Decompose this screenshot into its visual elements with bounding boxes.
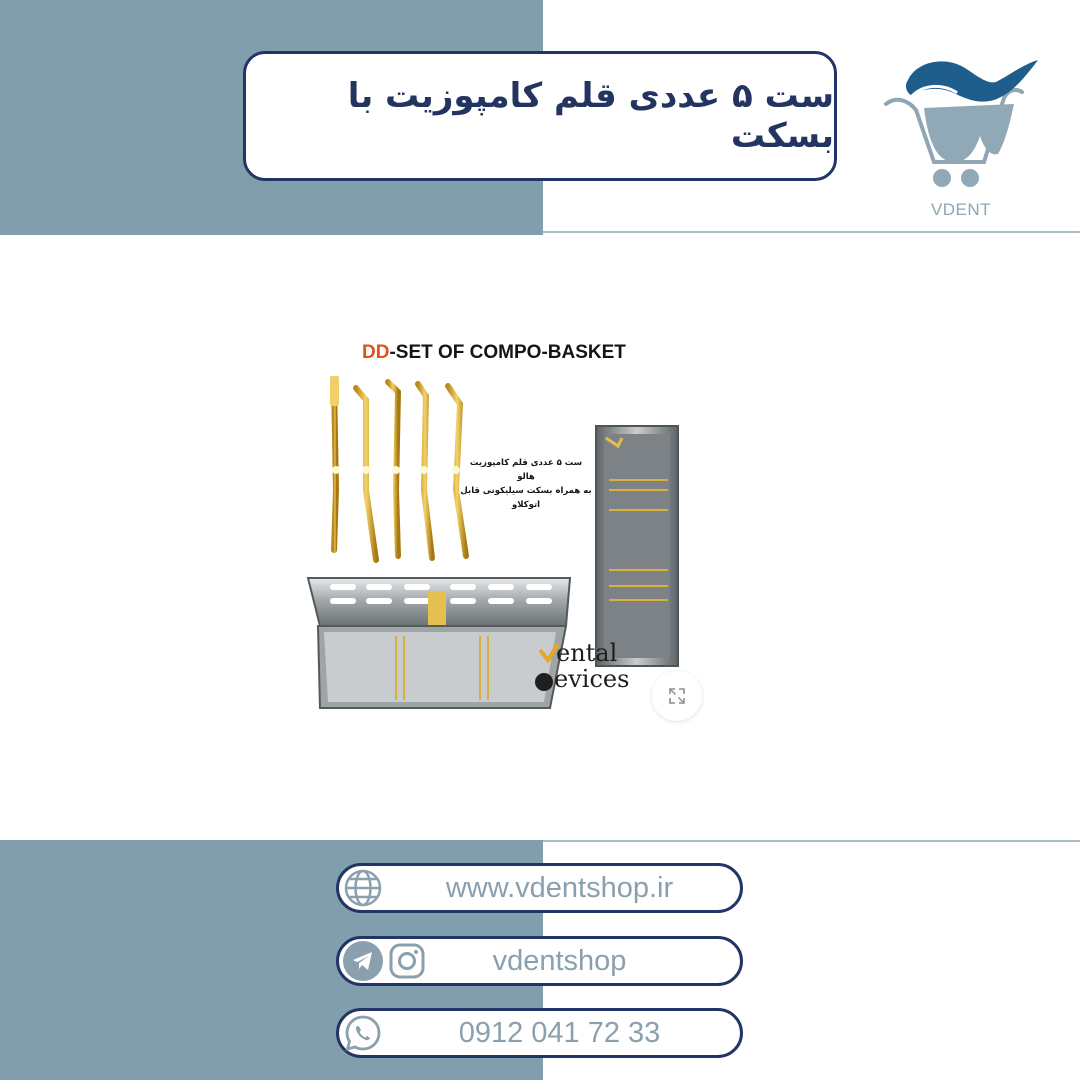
phone-text[interactable]: 0912 041 72 33 xyxy=(458,1017,661,1049)
expand-icon xyxy=(668,687,686,705)
title-box xyxy=(243,51,837,181)
zoom-button[interactable] xyxy=(652,671,702,721)
globe-icon xyxy=(343,868,383,908)
social-pill[interactable] xyxy=(336,936,743,986)
website-text[interactable]: www.vdentshop.ir xyxy=(445,872,674,904)
product-description xyxy=(460,456,592,512)
website-icons xyxy=(343,866,383,910)
whatsapp-icon[interactable] xyxy=(343,1013,383,1053)
product-title-accent: DD xyxy=(362,342,390,363)
tooth-cart-logo-icon xyxy=(876,44,1046,200)
header-band xyxy=(0,0,1080,235)
product-description-line2: به همراه بسکت سیلیکونی قابل اتوکلاو xyxy=(460,486,592,510)
website-pill[interactable] xyxy=(336,863,743,913)
telegram-icon[interactable] xyxy=(343,941,383,981)
product-image xyxy=(300,330,720,725)
product-description-line1: ست ۵ عددی قلم کامپوزیت هالو xyxy=(469,458,583,482)
product-title-rest: -SET OF COMPO-BASKET xyxy=(389,342,626,363)
brand-line-2: evices xyxy=(554,665,630,693)
brand-line-1: ental xyxy=(556,639,618,667)
open-basket xyxy=(308,578,570,708)
phone-pill[interactable] xyxy=(336,1008,743,1058)
phone-icons xyxy=(343,1011,383,1055)
logo-text: VDENT xyxy=(930,200,992,219)
instrument-set-illustration xyxy=(300,330,720,725)
vdent-logo xyxy=(876,44,1046,224)
social-handle-text[interactable]: vdentshop xyxy=(492,945,627,977)
vertical-basket xyxy=(596,426,678,666)
gold-instruments xyxy=(334,382,466,560)
brand-mark xyxy=(534,640,644,700)
page-title: ست ۵ عددی قلم کامپوزیت با بسکت xyxy=(347,76,834,156)
